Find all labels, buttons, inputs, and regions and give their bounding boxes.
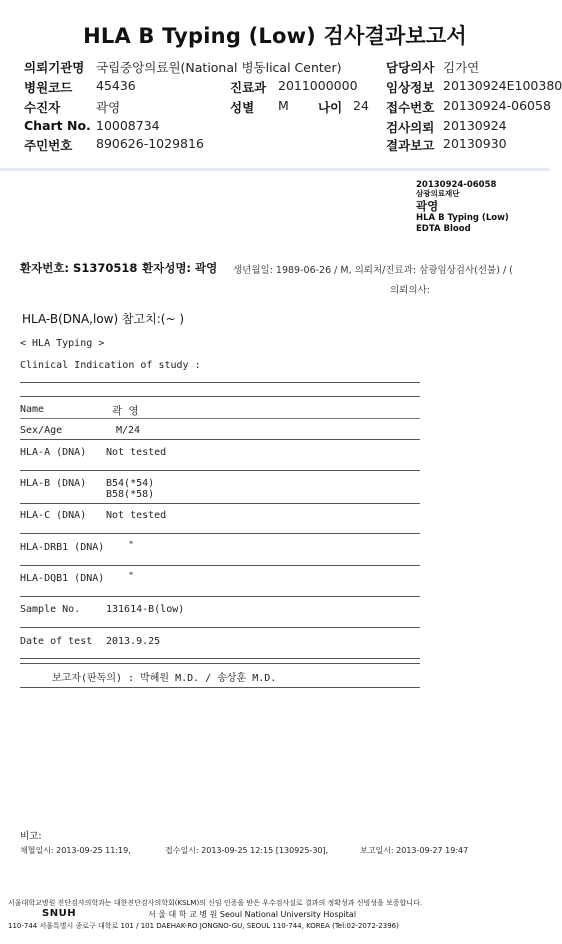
row-label: Name — [20, 404, 45, 415]
header-label-clinical-info: 임상정보 — [386, 80, 435, 95]
rule — [20, 418, 420, 419]
receipt-datetime: 접수일시: 2013-09-25 12:15 [130925-30], — [165, 846, 329, 855]
row-value: " — [128, 571, 135, 582]
patient-name: 환자성명: 곽영 — [142, 261, 218, 275]
specimen-label-test: HLA B Typing (Low) — [416, 213, 509, 223]
row-value: M/24 — [116, 425, 141, 436]
row-label: Sex/Age — [20, 425, 63, 436]
header-label-receipt-number: 접수번호 — [386, 100, 435, 115]
report-datetime: 보고일시: 2013-09-27 19:47 — [360, 846, 469, 855]
header-label-hospital-code: 병원코드 — [24, 80, 73, 95]
row-value: Not tested — [106, 510, 167, 521]
header-value-requesting-institution: 국립중앙의료원(National 병동lical Center) — [96, 60, 342, 75]
header-value-age: 24 — [353, 98, 369, 113]
header-divider — [0, 168, 550, 171]
row-label: HLA-A (DNA) — [20, 447, 87, 458]
row-label: Sample No. — [20, 604, 81, 615]
row-label: HLA-DQB1 (DNA) — [20, 573, 105, 584]
header-value-clinical-info: 20130924E100380 — [443, 78, 562, 93]
specimen-label-org: 삼광의료재단 — [416, 189, 460, 198]
rule — [20, 687, 420, 688]
header-value-test-request: 20130924 — [443, 118, 507, 133]
rule — [20, 627, 420, 628]
clinical-indication: Clinical Indication of study : — [20, 360, 201, 371]
rule — [20, 596, 420, 597]
header-label-requesting-institution: 의뢰기관명 — [24, 60, 85, 75]
header-label-resident-number: 주민번호 — [24, 138, 73, 153]
header-label-department: 진료과 — [230, 80, 267, 95]
report-heading: HLA-B(DNA,low) 참고치:(~ ) — [22, 312, 185, 326]
reporter: 보고자(판독의) : 박혜원 M.D. / 송상훈 M.D. — [52, 673, 277, 684]
hospital-address: 110-744 서울특별시 종로구 대학로 101 / 101 DAEHAK-RO JONGNO-GU, SEOUL 110-744, KOREA (Tel:02-2072-2396) — [8, 922, 399, 930]
rule — [20, 396, 420, 397]
header-value-patient: 곽영 — [96, 100, 121, 115]
header-value-department: 2011000000 — [278, 78, 358, 93]
rule — [20, 565, 420, 566]
section-title: < HLA Typing > — [20, 338, 105, 349]
referring-doctor: 의뢰의사: — [390, 285, 430, 296]
row-value: B54(*54) — [106, 478, 155, 489]
header-value-result-report: 20130930 — [443, 136, 507, 151]
rule — [20, 439, 420, 440]
rule — [20, 663, 420, 664]
header-label-result-report: 결과보고 — [386, 138, 435, 153]
row-value: " — [128, 540, 135, 551]
specimen-label-receipt: 20130924-06058 — [416, 180, 497, 190]
document-title: HLA B Typing (Low) 검사결과보고서 — [83, 24, 467, 48]
header-value-chart-no: 10008734 — [96, 118, 160, 133]
remarks-label: 비고: — [20, 831, 42, 842]
certification-statement: 서울대학교병원 진단검사의학과는 대한진단검사의학회(KSLM)의 신임 인증을 받은 우수검사실로 결과의 정확성과 신빙성을 보증합니다. — [8, 899, 423, 907]
header-label-chart-no: Chart No. — [24, 118, 91, 133]
header-value-sex: M — [278, 98, 289, 113]
rule — [20, 382, 420, 383]
patient-id: 환자번호: S1370518 — [20, 261, 138, 275]
patient-info: 생년월일: 1989-06-26 / M, 의뢰처/진료과: 삼광임상검사(선불) / ( — [233, 265, 513, 276]
header-label-doctor: 담당의사 — [386, 60, 435, 75]
rule — [20, 470, 420, 471]
row-label: Date of test — [20, 636, 93, 647]
header-label-sex: 성별 — [230, 100, 255, 115]
row-value: 곽 영 — [112, 405, 139, 417]
row-value: Not tested — [106, 447, 167, 458]
row-label: HLA-DRB1 (DNA) — [20, 542, 105, 553]
row-value-2: B58(*58) — [106, 489, 155, 500]
header-value-resident-number: 890626-1029816 — [96, 136, 204, 151]
header-label-patient: 수진자 — [24, 100, 61, 115]
header-value-receipt-number: 20130924-06058 — [443, 98, 551, 113]
header-label-age: 나이 — [318, 100, 343, 115]
specimen-label-name: 곽영 — [416, 199, 439, 213]
rule — [20, 658, 420, 659]
row-value: 2013.9.25 — [106, 636, 161, 647]
rule — [20, 503, 420, 504]
rule — [20, 533, 420, 534]
row-label: HLA-C (DNA) — [20, 510, 87, 521]
specimen-label-specimen: EDTA Blood — [416, 224, 471, 234]
hospital-name: 서 울 대 학 교 병 원 Seoul National University Hospital — [148, 910, 357, 919]
header-value-doctor: 김가연 — [443, 60, 480, 75]
header-label-test-request: 검사의뢰 — [386, 120, 435, 135]
snuh-logo: SNUH — [42, 908, 77, 919]
row-value: 131614-B(low) — [106, 604, 185, 615]
header-value-hospital-code: 45436 — [96, 78, 136, 93]
row-label: HLA-B (DNA) — [20, 478, 87, 489]
collection-datetime: 채혈일시: 2013-09-25 11:19, — [20, 846, 131, 855]
